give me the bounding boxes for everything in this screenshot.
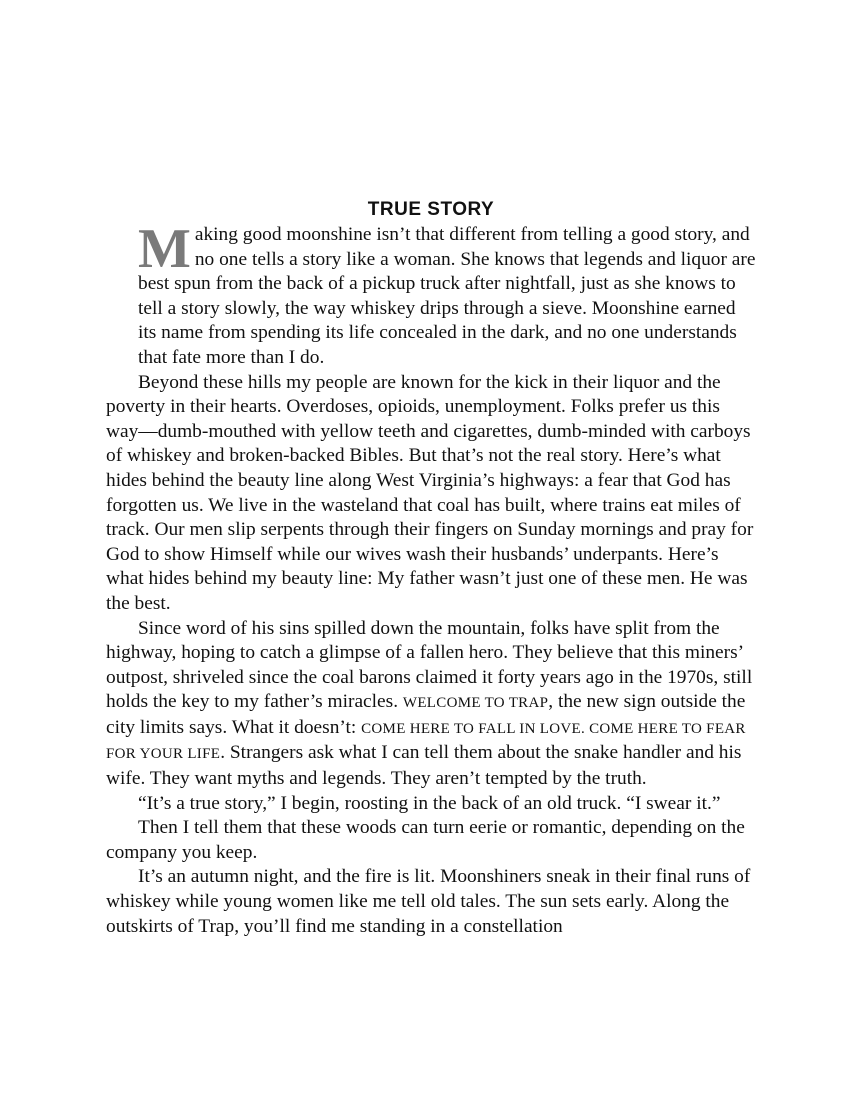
paragraph-2: Beyond these hills my people are known for the kick in their liquor and the poverty in their hearts. Overdoses, opioids, unemployment. Folks prefer us this way—dumb-mouthed with yellow teeth and cigarettes, dumb-minded with carboys of whiskey and broken-backed Bibles. But that’s not the real story. Here’s what hides behind the beauty line along West Virginia’s highways: a fear that God has forgotten us. We live in the wasteland that coal has built, where trains eat miles of track. Our men slip serpents through their fingers on Sunday mornings and pray for God to show Himself while our wives wash their husbands’ underpants. Here’s what hides behind my beauty line: My father wasn’t just one of these men. He was the best. <box>106 371 754 614</box>
book-page <box>106 198 756 939</box>
paragraph-3-text-a: Since word of his sins spilled down the mountain, folks have split from the highway, hoping to catch a glimpse of a fallen hero. They believe that this miners’ outpost, shriveled since the coal barons claimed it forty years ago in the 1970s, still holds the key to my father’s miracles. <box>106 617 753 713</box>
opening-paragraph-text: aking good moonshine isn’t that different from telling a good story, and no one tells a story like a woman. She knows that legends and liquor are best spun from the back of a pickup truck after nightfall, just as she knows to tell a story slowly, the way whiskey drips through a sieve. Moonshine earned its name from spending its life concealed in the dark, and no one understands that fate more than I do. <box>138 224 756 368</box>
chapter-title: TRUE STORY <box>367 199 495 220</box>
opening-paragraph <box>106 218 756 371</box>
paragraph-6: It’s an autumn night, and the fire is lit. Moonshiners sneak in their final runs of whiskey while young women like me tell old tales. The sun sets early. Along the outskirts of Trap, you’ll find me standing in a constellation <box>106 866 751 937</box>
paragraph-3-text-b: , the new sign outside the city limits says. What it doesn’t: <box>106 691 746 738</box>
paragraph-3 <box>106 617 756 792</box>
paragraph-3-text-c: . Strangers ask what I can tell them about the snake handler and his wife. They want myths and legends. They aren’t tempted by the truth. <box>106 742 742 790</box>
sign-come-here: COME HERE TO FALL IN LOVE. COME HERE TO FEAR FOR YOUR LIFE <box>106 720 746 763</box>
drop-cap: M <box>138 218 191 280</box>
paragraph-5: Then I tell them that these woods can turn eerie or romantic, depending on the company you keep. <box>106 817 745 863</box>
sign-welcome-to-trap: WELCOME TO TRAP <box>402 695 549 712</box>
paragraph-4: “It’s a true story,” I begin, roosting in the back of an old truck. “I swear it.” <box>138 792 721 814</box>
